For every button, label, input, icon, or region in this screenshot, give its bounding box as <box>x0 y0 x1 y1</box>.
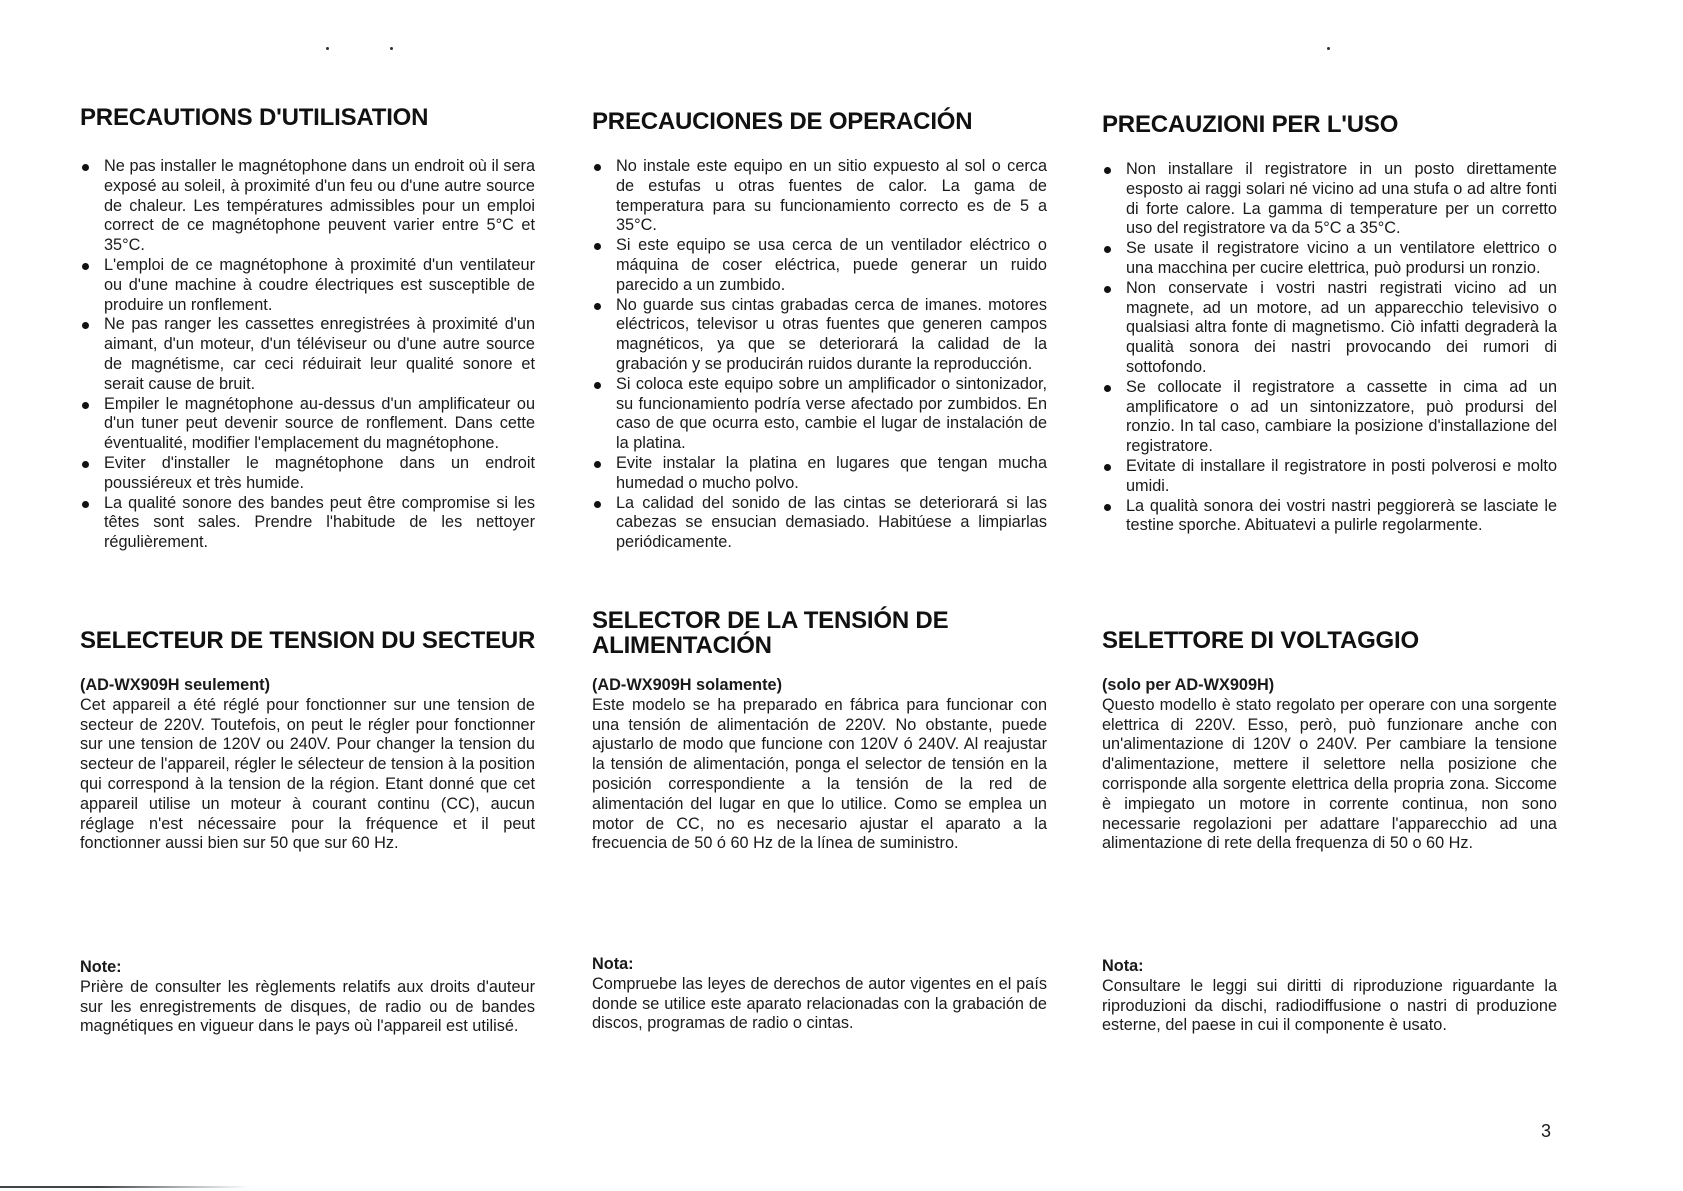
voltage-title: SELECTEUR DE TENSION DU SECTEUR <box>80 627 536 654</box>
note-title: Note: <box>80 958 122 976</box>
voltage-text: Questo modello è stato regolato per operare con una sorgente elettrica di 220V. Esso, però, può funzionare anche con un'alimentazione di 120V o 240V. Per cambiare la tensione d'alimentazione, mettere il selettore nella posizione che corrisponde alla sorgente elettrica della propria zona. Siccome è impiegato un motore in corrente continua, non sono necessarie regolazioni per adattare l'apparecchio ad una alimentazione di rete della frequenza di 50 o 60 Hz. <box>1102 695 1557 853</box>
list-item: Evite instalar la platina en lugares que tengan mucha humedad o mucho polvo. <box>592 454 1047 494</box>
precautions-list <box>80 157 535 553</box>
voltage-title-line: SELECTOR DE LA TENSIÓN DE <box>592 607 949 634</box>
note-title: Nota: <box>592 955 634 973</box>
voltage-title-line: ALIMENTACIÓN <box>592 632 772 659</box>
precautions-list <box>592 157 1047 553</box>
list-item: La qualité sonore des bandes peut être compromise si les têtes sont sales. Prendre l'habitude de les nettoyer régulièrement. <box>80 494 535 553</box>
voltage-section <box>592 676 1047 854</box>
list-item: Eviter d'installer le magnétophone dans un endroit poussiéreux et très humide. <box>80 454 535 494</box>
list-item: Se collocate il registratore a cassette in cima ad un amplificatore o ad un sintonizzatore, può prodursi del ronzio. In tal caso, cambiare la posizione d'installazione del registratore. <box>1102 378 1557 457</box>
voltage-title: SELETTORE DI VOLTAGGIO <box>1102 627 1419 654</box>
note-section <box>1102 957 1557 1036</box>
note-text: Prière de consulter les règlements relatifs aux droits d'auteur sur les enregistrements de disques, de radio ou de bandes magnétiques en vigueur dans le pays où l'appareil est utilisé. <box>80 977 535 1036</box>
voltage-subtitle: (AD-WX909H solamente) <box>592 676 782 694</box>
voltage-title <box>592 608 1062 658</box>
list-item: Non installare il registratore in un posto direttamente esposto ai raggi solari né vicino ad una stufa o ad altre fonti di forte calore. La gamma di temperature per un corretto uso del registratore va da 5°C a 35°C. <box>1102 160 1557 239</box>
list-item: No guarde sus cintas grabadas cerca de imanes. motores eléctricos, televisor u otras fuentes que generen campos magnéticos, ya que se deteriorará la calidad de la grabación y se producirán ruidos durante la reproducción. <box>592 296 1047 375</box>
note-section <box>592 955 1047 1034</box>
voltage-subtitle: (solo per AD-WX909H) <box>1102 676 1275 694</box>
list-item: Se usate il registratore vicino a un ventilatore elettrico o una macchina per cucire elettrica, può prodursi un ronzio. <box>1102 239 1557 279</box>
list-item: L'emploi de ce magnétophone à proximité d'un ventilateur ou d'une machine à coudre électriques est susceptible de produire un ronflement. <box>80 256 535 315</box>
list-item: La calidad del sonido de las cintas se deteriorará si las cabezas se ensucian demasiado. Habitúese a limpiarlas periódicamente. <box>592 494 1047 553</box>
precautions-title: PRECAUZIONI PER L'USO <box>1102 111 1399 138</box>
note-section <box>80 958 535 1037</box>
list-item: Empiler le magnétophone au-dessus d'un amplificateur ou d'un tuner peut devenir source de ronflement. Dans cette éventualité, modifier l'emplacement du magnétophone. <box>80 395 535 454</box>
voltage-text: Cet appareil a été réglé pour fonctionner sur une tension de secteur de 220V. Toutefois, on peut le régler pour fonctionner sur une tension de 120V ou 240V. Pour changer la tension du secteur de l'appareil, régler le sélecteur de tension à la position qui correspond à la tension de la région. Etant donné que cet appareil utilise un moteur à courant continu (CC), aucun réglage n'est nécessaire pour la fréquence et il peut fonctionner aussi bien sur 50 que sur 60 Hz. <box>80 695 535 853</box>
list-item: Evitate di installare il registratore in posti polverosi e molto umidi. <box>1102 457 1557 497</box>
note-text: Consultare le leggi sui diritti di riproduzione riguardante la riproduzioni da dischi, radiodiffusione o nastri di produzione esterne, del paese in cui il componente è usato. <box>1102 976 1557 1035</box>
precautions-title: PRECAUTIONS D'UTILISATION <box>80 104 429 131</box>
list-item: Si coloca este equipo sobre un amplificador o sintonizador, su funcionamiento podría verse afectado por zumbidos. En caso de que ocurra esto, cambie el lugar de instalación de la platina. <box>592 375 1047 454</box>
precautions-list <box>1102 160 1557 536</box>
note-text: Compruebe las leyes de derechos de autor vigentes en el país donde se utilice este aparato relacionadas con la grabación de discos, programas de radio o cintas. <box>592 974 1047 1033</box>
note-title: Nota: <box>1102 957 1144 975</box>
list-item: No instale este equipo en un sitio expuesto al sol o cerca de estufas u otras fuentes de calor. La gama de temperatura para su funcionamiento correcto es de 5 a 35°C. <box>592 157 1047 236</box>
list-item: Ne pas installer le magnétophone dans un endroit où il sera exposé au soleil, à proximité d'un feu ou d'une autre source de chaleur. Les températures admissibles pour un emploi correct de ce magnétophone peuvent varier entre 5°C et 35°C. <box>80 157 535 256</box>
voltage-section <box>80 676 535 854</box>
scan-edge <box>0 1186 250 1188</box>
list-item: Ne pas ranger les cassettes enregistrées à proximité d'un aimant, d'un moteur, d'un téléviseur ou d'une autre source de magnétisme, car ceci réduirait leur qualité sonore et serait cause de bruit. <box>80 315 535 394</box>
list-item: Si este equipo se usa cerca de un ventilador eléctrico o máquina de coser eléctrica, puede generar un ruido parecido a un zumbido. <box>592 236 1047 295</box>
scan-speck <box>1327 47 1330 50</box>
scan-speck <box>326 47 329 50</box>
list-item: Non conservate i vostri nastri registrati vicino ad un magnete, ad un motore, ad un apparecchio televisivo o qualsiasi altra fonte di magnetismo. Ciò infatti degraderà la qualità sonora dei nastri provocando dei rumori di sottofondo. <box>1102 279 1557 378</box>
scan-speck <box>390 47 393 50</box>
voltage-section <box>1102 676 1557 854</box>
list-item: La qualità sonora dei vostri nastri peggiorerà se lasciate le testine sporche. Abituatevi a pulirle regolarmente. <box>1102 497 1557 537</box>
precautions-title: PRECAUCIONES DE OPERACIÓN <box>592 108 973 135</box>
voltage-text: Este modelo se ha preparado en fábrica para funcionar con una tensión de alimentación de 220V. No obstante, puede ajustarlo de modo que funcione con 120V ó 240V. Al reajustar la tensión de alimentación, ponga el selector de tensión en la posición correspondiente a la tensión de la red de alimentación del lugar en que lo utilice. Como se emplea un motor de CC, no es necesario ajustar el aparato a la frecuencia de 50 ó 60 Hz de la línea de suministro. <box>592 695 1047 853</box>
page-number: 3 <box>1541 1121 1552 1141</box>
voltage-subtitle: (AD-WX909H seulement) <box>80 676 270 694</box>
